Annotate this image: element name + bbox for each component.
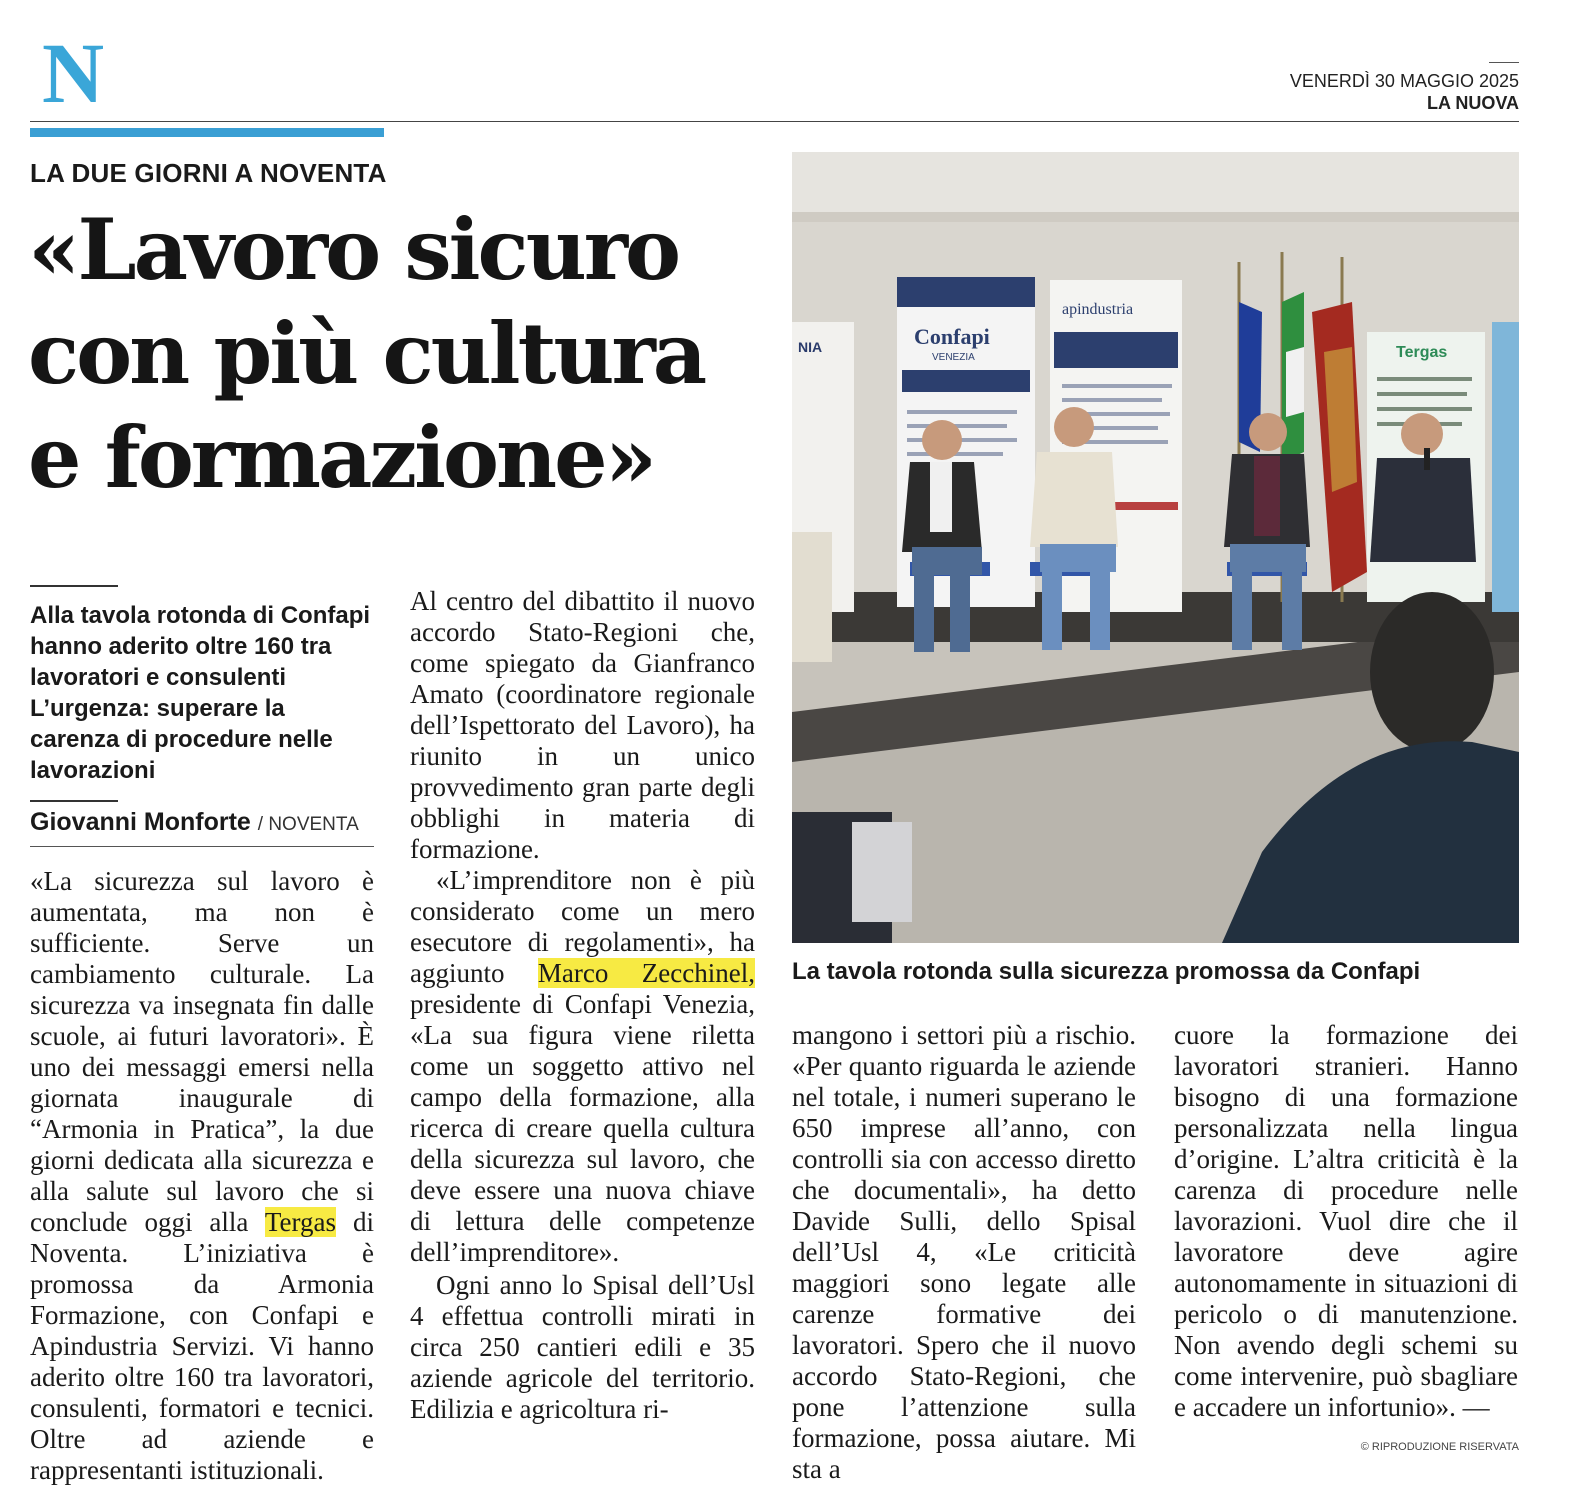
left-banner-text: NIA	[798, 339, 823, 355]
masthead-logo: N	[42, 25, 105, 121]
body-column-2	[410, 586, 755, 1425]
paragraph: mangono i settori più a rischio. «Per quanto riguarda le aziende nel totale, i numeri superano le 650 imprese all’anno, con controlli sia con accesso diretto che documentali», ha detto Davide Sulli, dello Spisal dell’Usl 4, «Le criticità maggiori sono legate alle carenze formative dei lavoratori. Spero che il nuovo accordo Stato-Regioni, che pone l’attenzione sulla formazione, possa aiutare. Mi sta a	[792, 1020, 1136, 1484]
paragraph: «La sicurezza sul lavoro è aumentata, ma non è sufficiente. Serve un cambiamento culturale. La sicurezza va insegnata fin dalle scuole, ai futuri lavoratori». È uno dei messaggi emersi nella giornata inaugurale di “Armonia in Pratica”, la due giorni dedicata alla sicurezza e alla salute sul lavoro che si conclude oggi alla Tergas di Noventa. L’iniziativa è promossa da Armonia Formazione, con Confapi e Apindustria Servizi. Vi hanno aderito oltre 160 tra lavoratori, consulenti, formatori e tecnici. Oltre ad aziende e rappresentanti istituzionali.	[30, 866, 374, 1485]
author-name: Giovanni Monforte	[30, 808, 251, 836]
top-divider	[30, 121, 1519, 122]
body-column-1	[30, 866, 374, 1486]
publication-name: LA NUOVA	[1427, 93, 1519, 113]
highlight-marco-zecchinel: Marco Zecchinel,	[537, 958, 755, 988]
roundtable-illustration	[792, 152, 1519, 943]
photo-caption: La tavola rotonda sulla sicurezza promossa da Confapi	[792, 958, 1421, 985]
paragraph: «L’imprenditore non è più considerato come un mero esecutore di regolamenti», ha aggiunto Marco Zecchinel, presidente di Confapi Venezia, «La sua figura viene riletta come un soggetto attivo nel campo della formazione, alla ricerca di creare quella cultura della sicurezza sul lavoro, che deve essere una nuova chiave di lettura delle competenze dell’imprenditore».	[410, 865, 755, 1267]
kicker: LA DUE GIORNI A NOVENTA	[30, 158, 387, 188]
body-column-4	[1174, 1020, 1518, 1423]
highlight-tergas: Tergas	[264, 1207, 336, 1237]
summary: Alla tavola rotonda di Confapi hanno aderito oltre 160 tra lavoratori e consulenti L’urgenza: superare la carenza di procedure nelle lavorazioni	[30, 602, 371, 784]
paragraph: Al centro del dibattito il nuovo accordo Stato-Regioni che, come spiegato da Gianfranco Amato (coordinatore regionale dell’Ispettorato del Lavoro), ha riunito in un unico provvedimento gran parte degli obblighi in materia di formazione.	[410, 586, 755, 864]
byline-rule	[30, 800, 118, 802]
paragraph: cuore la formazione dei lavoratori stranieri. Hanno bisogno di una formazione personalizzata nella lingua d’origine. L’altra criticità è la carenza di procedure nelle lavorazioni. Vuol dire che il lavoratore deve agire autonomamente in situazioni di pericolo o di manutenzione. Non avendo degli schemi su come intervenire, può sbagliare e accadere un infortunio». —	[1174, 1020, 1518, 1422]
summary-rule	[30, 585, 118, 587]
apindustria-banner-text: apindustria	[1062, 301, 1134, 318]
author-location: / NOVENTA	[257, 814, 359, 835]
issue-date-block	[1290, 70, 1519, 114]
byline	[30, 808, 359, 837]
event-photo	[792, 152, 1519, 943]
section-accent-bar	[30, 128, 384, 137]
date-divider	[1489, 62, 1519, 63]
byline-divider	[30, 846, 374, 847]
tergas-banner-text: Tergas	[1396, 344, 1448, 361]
headline: «Lavoro sicuro con più cultura e formazione»	[28, 200, 705, 507]
paragraph: Ogni anno lo Spisal dell’Usl 4 effettua controlli mirati in circa 250 cantieri edili e 35 aziende agricole del territorio. Edilizia e agricoltura ri-	[410, 1270, 755, 1424]
copyright-note: © RIPRODUZIONE RISERVATA	[1360, 1441, 1519, 1453]
confapi-banner-sub: VENEZIA	[932, 352, 975, 363]
body-column-3	[792, 1020, 1136, 1485]
confapi-banner-text: Confapi	[914, 324, 990, 349]
issue-date: VENERDÌ 30 MAGGIO 2025	[1289, 71, 1519, 91]
